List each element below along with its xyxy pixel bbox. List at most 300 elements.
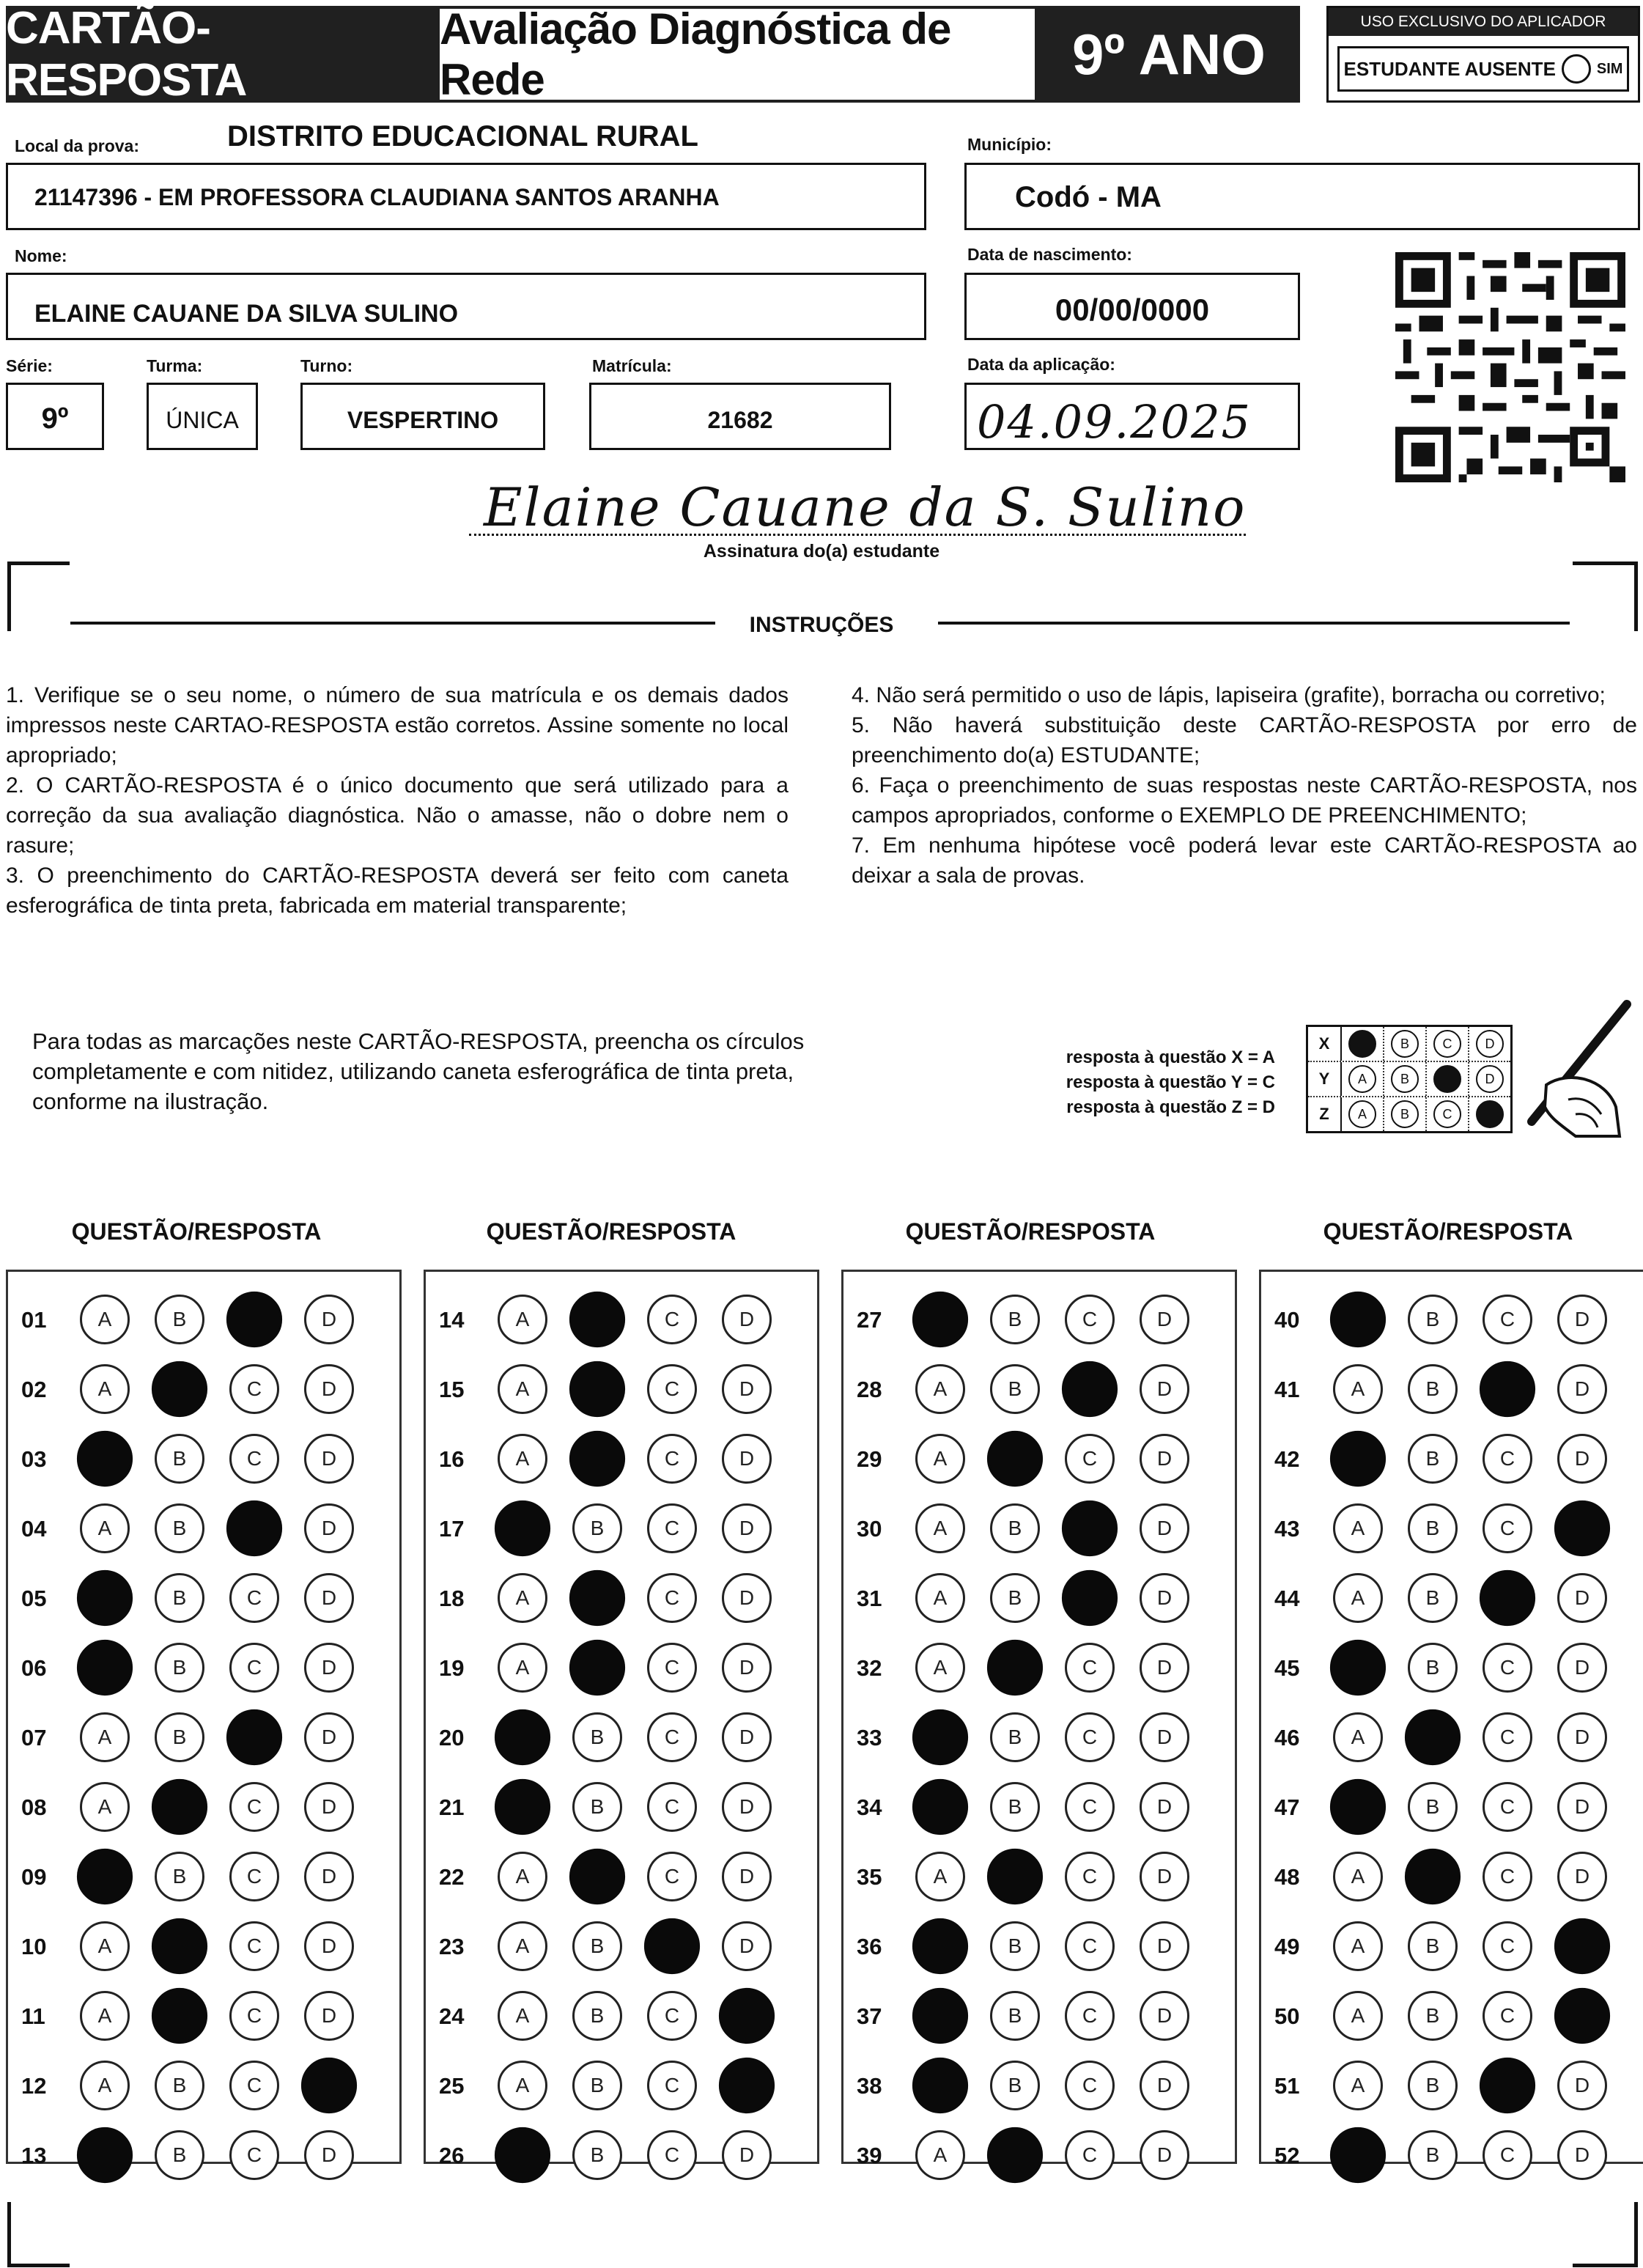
- question-number: 36: [857, 1933, 882, 1959]
- answer-bubble-d[interactable]: D: [1140, 1295, 1189, 1344]
- answer-bubble-b-filled[interactable]: [152, 1361, 207, 1417]
- answer-bubble-a-filled[interactable]: [77, 1570, 133, 1626]
- answer-bubble-d[interactable]: D: [722, 1295, 772, 1344]
- example-bubble: C: [1433, 1030, 1461, 1058]
- answer-bubble-a-filled[interactable]: [1330, 1292, 1386, 1347]
- answer-bubble-c[interactable]: C: [1483, 1643, 1532, 1693]
- answer-bubble-b[interactable]: B: [155, 1434, 204, 1484]
- answer-bubble-a[interactable]: A: [915, 2130, 965, 2180]
- answer-row: [8, 1564, 399, 1633]
- answer-bubble-d[interactable]: D: [1140, 1921, 1189, 1971]
- serie-label: Série:: [6, 356, 53, 375]
- answer-bubble-a-filled[interactable]: [77, 1431, 133, 1487]
- answer-bubble-d-filled[interactable]: [1554, 1988, 1610, 2044]
- example-cell: [1427, 1027, 1469, 1061]
- answer-bubble-c-filled[interactable]: [1062, 1501, 1118, 1556]
- answer-bubble-c[interactable]: C: [1065, 1434, 1115, 1484]
- answer-bubble-b[interactable]: B: [990, 1991, 1040, 2041]
- example-bubble: A: [1348, 1065, 1376, 1093]
- answer-bubble-d[interactable]: D: [1557, 1573, 1607, 1623]
- answer-bubble-d[interactable]: D: [1140, 1712, 1189, 1762]
- local-label: Local da prova:: [15, 136, 139, 155]
- answer-bubble-b[interactable]: B: [1408, 2130, 1458, 2180]
- answer-bubble-b[interactable]: B: [1408, 1295, 1458, 1344]
- answer-bubble-a[interactable]: A: [1333, 1712, 1383, 1762]
- answer-bubble-b[interactable]: B: [572, 1921, 622, 1971]
- answer-row: [426, 1842, 817, 1912]
- answer-bubble-b[interactable]: B: [990, 1573, 1040, 1623]
- answer-bubble-c[interactable]: C: [647, 2061, 697, 2110]
- question-number: 11: [21, 2003, 45, 2029]
- turma-label: Turma:: [147, 356, 203, 375]
- answer-bubble-b-filled[interactable]: [569, 1361, 625, 1417]
- answer-bubble-c[interactable]: C: [229, 1434, 279, 1484]
- answer-bubble-a[interactable]: A: [915, 1503, 965, 1553]
- answer-bubble-b[interactable]: B: [155, 1503, 204, 1553]
- answer-bubble-d[interactable]: D: [722, 1434, 772, 1484]
- answer-row: [426, 1564, 817, 1633]
- answer-bubble-d[interactable]: D: [1140, 1991, 1189, 2041]
- answer-bubble-b[interactable]: B: [572, 1782, 622, 1832]
- answer-bubble-a[interactable]: A: [80, 2061, 130, 2110]
- answer-bubble-a-filled[interactable]: [77, 2127, 133, 2183]
- answer-bubble-c[interactable]: C: [229, 1921, 279, 1971]
- example-question-key: Y: [1308, 1062, 1342, 1096]
- answer-bubble-a[interactable]: A: [1333, 1921, 1383, 1971]
- answer-bubble-c[interactable]: C: [647, 1434, 697, 1484]
- answer-bubble-c[interactable]: C: [229, 1573, 279, 1623]
- answer-bubble-a[interactable]: A: [80, 1712, 130, 1762]
- question-number: 16: [439, 1446, 465, 1472]
- serie-box: [6, 383, 104, 450]
- answer-bubble-d[interactable]: D: [1140, 1852, 1189, 1901]
- answer-bubble-b[interactable]: B: [1408, 1921, 1458, 1971]
- answer-bubble-d[interactable]: D: [1557, 1782, 1607, 1832]
- absent-student-label: ESTUDANTE AUSENTE: [1343, 57, 1556, 80]
- answer-row: [843, 1564, 1235, 1633]
- answer-bubble-b[interactable]: B: [155, 2130, 204, 2180]
- question-number: 18: [439, 1585, 465, 1611]
- student-signature: Elaine Cauane da S. Sulino: [484, 476, 1247, 538]
- answer-bubble-c[interactable]: C: [647, 1991, 697, 2041]
- local-district: DISTRITO EDUCACIONAL RURAL: [227, 120, 698, 152]
- answer-bubble-b[interactable]: B: [990, 2061, 1040, 2110]
- example-cell: [1427, 1062, 1469, 1096]
- answer-bubble-a-filled[interactable]: [77, 1849, 133, 1904]
- answer-bubble-b[interactable]: B: [990, 1364, 1040, 1414]
- answer-bubble-a-filled[interactable]: [912, 1988, 968, 2044]
- answer-bubble-c[interactable]: C: [229, 2061, 279, 2110]
- answer-bubble-a[interactable]: A: [1333, 1573, 1383, 1623]
- answer-bubble-d[interactable]: D: [1140, 1782, 1189, 1832]
- answer-bubble-d[interactable]: D: [722, 1573, 772, 1623]
- answer-bubble-d[interactable]: D: [304, 1782, 354, 1832]
- aplicacao-label: Data da aplicação:: [967, 355, 1115, 374]
- answer-bubble-a-filled[interactable]: [912, 1709, 968, 1765]
- answer-bubble-b[interactable]: B: [990, 1921, 1040, 1971]
- answer-bubble-b-filled[interactable]: [152, 1918, 207, 1974]
- answer-bubble-d[interactable]: D: [1557, 1712, 1607, 1762]
- answer-bubble-c[interactable]: C: [1483, 1712, 1532, 1762]
- answer-bubble-b[interactable]: B: [1408, 1991, 1458, 2041]
- frame-corner-bottom-right: [1573, 2202, 1638, 2267]
- question-number: 22: [439, 1863, 465, 1890]
- answer-row: [843, 1842, 1235, 1912]
- answer-bubble-c-filled[interactable]: [226, 1709, 282, 1765]
- answer-bubble-c-filled[interactable]: [1480, 1570, 1535, 1626]
- answer-bubble-d[interactable]: D: [1140, 1573, 1189, 1623]
- answer-row: [1261, 1633, 1643, 1703]
- answer-row: [426, 1703, 817, 1772]
- answer-bubble-d[interactable]: D: [722, 1921, 772, 1971]
- answer-bubble-d[interactable]: D: [722, 1782, 772, 1832]
- answer-bubble-c-filled[interactable]: [226, 1501, 282, 1556]
- question-number: 42: [1274, 1446, 1300, 1472]
- answer-bubble-b[interactable]: B: [155, 1643, 204, 1693]
- answer-bubble-b[interactable]: B: [572, 1991, 622, 2041]
- answer-bubble-d-filled[interactable]: [719, 1988, 775, 2044]
- answer-bubble-a[interactable]: A: [498, 1921, 547, 1971]
- question-number: 41: [1274, 1376, 1300, 1402]
- example-question-key: X: [1308, 1027, 1342, 1061]
- answer-bubble-b[interactable]: B: [572, 1503, 622, 1553]
- answer-bubble-d[interactable]: D: [722, 1643, 772, 1693]
- answer-bubble-a-filled[interactable]: [912, 1918, 968, 1974]
- answer-bubble-b-filled[interactable]: [569, 1849, 625, 1904]
- answer-bubble-c[interactable]: C: [229, 1643, 279, 1693]
- question-number: 05: [21, 1585, 47, 1611]
- answer-bubble-a[interactable]: A: [1333, 1364, 1383, 1414]
- answer-bubble-c[interactable]: C: [1065, 1712, 1115, 1762]
- answer-bubble-a[interactable]: A: [498, 1991, 547, 2041]
- answer-bubble-b[interactable]: B: [155, 1852, 204, 1901]
- answer-bubble-c[interactable]: C: [647, 1643, 697, 1693]
- answer-bubble-b-filled[interactable]: [987, 2127, 1043, 2183]
- answer-bubble-a[interactable]: A: [915, 1573, 965, 1623]
- answer-bubble-c[interactable]: C: [1065, 1643, 1115, 1693]
- answer-bubble-c[interactable]: C: [647, 1295, 697, 1344]
- answer-bubble-d[interactable]: D: [1140, 1643, 1189, 1693]
- example-cell: [1342, 1027, 1384, 1061]
- answer-row: [426, 2121, 817, 2190]
- answer-bubble-b[interactable]: B: [1408, 1503, 1458, 1553]
- question-number: 40: [1274, 1306, 1300, 1333]
- answer-bubble-d[interactable]: D: [722, 1364, 772, 1414]
- answer-bubble-c-filled[interactable]: [1062, 1570, 1118, 1626]
- answer-row: [1261, 1564, 1643, 1633]
- answer-bubble-d[interactable]: D: [304, 2130, 354, 2180]
- example-cell: [1384, 1027, 1427, 1061]
- answer-bubble-d-filled[interactable]: [719, 2058, 775, 2113]
- answer-row: [8, 1703, 399, 1772]
- answer-bubble-c[interactable]: C: [229, 1991, 279, 2041]
- answer-bubble-a[interactable]: A: [80, 1782, 130, 1832]
- answer-bubble-b-filled[interactable]: [987, 1849, 1043, 1904]
- answer-bubble-a[interactable]: A: [498, 1852, 547, 1901]
- answer-row: [843, 1285, 1235, 1355]
- answer-bubble-a-filled[interactable]: [495, 1501, 550, 1556]
- answer-bubble-a[interactable]: A: [498, 1295, 547, 1344]
- answer-bubble-c[interactable]: C: [1483, 2130, 1532, 2180]
- answer-bubble-b[interactable]: B: [155, 1712, 204, 1762]
- answer-bubble-a[interactable]: A: [80, 1921, 130, 1971]
- answer-bubble-a[interactable]: A: [498, 1643, 547, 1693]
- answer-bubble-b[interactable]: B: [1408, 1643, 1458, 1693]
- instruction-6: 6. Faça o preenchimento de suas respostas neste CARTÃO-RESPOSTA, nos campos apropriados, conforme o EXEMPLO DE PREENCHIMENTO;: [852, 773, 1637, 828]
- answer-row: [426, 1912, 817, 1981]
- answer-bubble-d[interactable]: D: [722, 1852, 772, 1901]
- question-number: 06: [21, 1654, 47, 1681]
- answer-bubble-c-filled[interactable]: [1480, 2058, 1535, 2113]
- instructions-right-column: [852, 680, 1637, 891]
- question-number: 44: [1274, 1585, 1300, 1611]
- answer-bubble-d[interactable]: D: [304, 1991, 354, 2041]
- answer-bubble-d[interactable]: D: [304, 1852, 354, 1901]
- answer-bubble-b-filled[interactable]: [1405, 1849, 1461, 1904]
- answer-bubble-d[interactable]: D: [1557, 1434, 1607, 1484]
- answer-bubble-c-filled[interactable]: [226, 1292, 282, 1347]
- question-number: 04: [21, 1515, 47, 1542]
- answer-bubble-a-filled[interactable]: [912, 1779, 968, 1835]
- answer-bubble-d-filled[interactable]: [301, 2058, 357, 2113]
- answers-title-1: QUESTÃO/RESPOSTA: [71, 1218, 322, 1245]
- answer-bubble-a-filled[interactable]: [495, 1709, 550, 1765]
- answer-bubble-c[interactable]: C: [1065, 1295, 1115, 1344]
- answer-bubble-a-filled[interactable]: [77, 1640, 133, 1696]
- answer-bubble-b-filled[interactable]: [152, 1988, 207, 2044]
- answer-bubble-a[interactable]: A: [498, 2061, 547, 2110]
- local-box: [6, 163, 926, 230]
- answer-bubble-b[interactable]: B: [1408, 1782, 1458, 1832]
- answer-bubble-a-filled[interactable]: [495, 2127, 550, 2183]
- matricula-box: [589, 383, 891, 450]
- answer-bubble-b[interactable]: B: [155, 1573, 204, 1623]
- answer-bubble-b-filled[interactable]: [1405, 1709, 1461, 1765]
- answer-bubble-d[interactable]: D: [1557, 2061, 1607, 2110]
- answer-bubble-d[interactable]: D: [1140, 2130, 1189, 2180]
- answer-bubble-a[interactable]: A: [498, 1573, 547, 1623]
- example-bubble: D: [1476, 1065, 1504, 1093]
- question-number: 07: [21, 1724, 47, 1750]
- answer-bubble-c[interactable]: C: [229, 2130, 279, 2180]
- answer-bubble-a[interactable]: A: [1333, 1503, 1383, 1553]
- answer-bubble-d[interactable]: D: [1557, 2130, 1607, 2180]
- turno-label: Turno:: [300, 356, 353, 375]
- answer-bubble-c[interactable]: C: [647, 2130, 697, 2180]
- answer-bubble-a-filled[interactable]: [912, 1292, 968, 1347]
- answer-bubble-d[interactable]: D: [1557, 1295, 1607, 1344]
- answer-bubble-c-filled[interactable]: [1062, 1361, 1118, 1417]
- answer-bubble-b[interactable]: B: [1408, 1434, 1458, 1484]
- question-number: 19: [439, 1654, 465, 1681]
- answer-bubble-c[interactable]: C: [1483, 1782, 1532, 1832]
- answer-bubble-b-filled[interactable]: [569, 1431, 625, 1487]
- answer-bubble-b[interactable]: B: [1408, 2061, 1458, 2110]
- answer-bubble-d[interactable]: D: [1557, 1852, 1607, 1901]
- question-number: 37: [857, 2003, 882, 2029]
- answer-bubble-b[interactable]: B: [990, 1712, 1040, 1762]
- answer-bubble-d[interactable]: D: [1557, 1364, 1607, 1414]
- answer-bubble-c-filled[interactable]: [1480, 1361, 1535, 1417]
- answer-bubble-c[interactable]: C: [647, 1852, 697, 1901]
- answer-bubble-d[interactable]: D: [1140, 2061, 1189, 2110]
- answer-bubble-c[interactable]: C: [647, 1573, 697, 1623]
- answer-bubble-a-filled[interactable]: [1330, 1779, 1386, 1835]
- answer-bubble-b-filled[interactable]: [569, 1292, 625, 1347]
- answer-bubble-d[interactable]: D: [1140, 1503, 1189, 1553]
- answer-row: [426, 1494, 817, 1564]
- absent-bubble[interactable]: [1562, 54, 1591, 84]
- answer-bubble-d-filled[interactable]: [1554, 1501, 1610, 1556]
- question-number: 52: [1274, 2142, 1300, 2168]
- turno-box: [300, 383, 545, 450]
- answer-bubble-b-filled[interactable]: [987, 1431, 1043, 1487]
- answer-bubble-a-filled[interactable]: [1330, 2127, 1386, 2183]
- answer-bubble-d[interactable]: D: [304, 1503, 354, 1553]
- question-number: 26: [439, 2142, 465, 2168]
- answer-bubble-a-filled[interactable]: [1330, 1640, 1386, 1696]
- answer-bubble-a-filled[interactable]: [495, 1779, 550, 1835]
- answer-bubble-c[interactable]: C: [1483, 1852, 1532, 1901]
- answer-bubble-c[interactable]: C: [1483, 1295, 1532, 1344]
- answer-bubble-b[interactable]: B: [572, 1712, 622, 1762]
- answer-bubble-d[interactable]: D: [1557, 1643, 1607, 1693]
- answer-bubble-b-filled[interactable]: [569, 1640, 625, 1696]
- answer-bubble-d[interactable]: D: [722, 1503, 772, 1553]
- answer-bubble-d[interactable]: D: [722, 2130, 772, 2180]
- answer-bubble-b[interactable]: B: [572, 2061, 622, 2110]
- answer-bubble-d[interactable]: D: [304, 1295, 354, 1344]
- answer-bubble-b-filled[interactable]: [569, 1570, 625, 1626]
- answer-bubble-a[interactable]: A: [80, 1295, 130, 1344]
- answer-bubble-c[interactable]: C: [1065, 1782, 1115, 1832]
- applicator-box-title: USO EXCLUSIVO DO APLICADOR: [1329, 8, 1638, 36]
- answer-bubble-c[interactable]: C: [1065, 1921, 1115, 1971]
- answer-column-3: [841, 1270, 1237, 2168]
- answer-bubble-c[interactable]: C: [1065, 1852, 1115, 1901]
- local-value: 21147396 - EM PROFESSORA CLAUDIANA SANTOS ARANHA: [34, 184, 720, 210]
- answer-bubble-d[interactable]: D: [304, 1573, 354, 1623]
- question-number: 46: [1274, 1724, 1300, 1750]
- answer-bubble-d[interactable]: D: [304, 1364, 354, 1414]
- answer-bubble-b[interactable]: B: [155, 2061, 204, 2110]
- answer-bubble-d[interactable]: D: [304, 1921, 354, 1971]
- answer-bubble-a[interactable]: A: [915, 1852, 965, 1901]
- question-number: 27: [857, 1306, 882, 1333]
- answer-bubble-c[interactable]: C: [1483, 1991, 1532, 2041]
- answer-bubble-a[interactable]: A: [80, 1503, 130, 1553]
- answer-row: [426, 2051, 817, 2121]
- question-number: 09: [21, 1863, 47, 1890]
- example-label-x: resposta à questão X = A: [1066, 1048, 1275, 1067]
- answer-bubble-b[interactable]: B: [155, 1295, 204, 1344]
- question-number: 10: [21, 1933, 47, 1959]
- question-number: 45: [1274, 1654, 1300, 1681]
- answer-bubble-b-filled[interactable]: [152, 1779, 207, 1835]
- answer-bubble-a[interactable]: A: [498, 1364, 547, 1414]
- answer-bubble-a[interactable]: A: [1333, 1991, 1383, 2041]
- answer-row: [1261, 1772, 1643, 1842]
- answer-bubble-c[interactable]: C: [1065, 2130, 1115, 2180]
- answer-bubble-a[interactable]: A: [80, 1991, 130, 2041]
- answer-bubble-c[interactable]: C: [647, 1712, 697, 1762]
- answer-row: [8, 1772, 399, 1842]
- question-number: 03: [21, 1446, 47, 1472]
- example-bubble: B: [1391, 1030, 1419, 1058]
- example-bubble-filled: [1433, 1065, 1461, 1093]
- answer-bubble-c[interactable]: C: [229, 1852, 279, 1901]
- nascimento-value: 00/00/0000: [1055, 292, 1210, 327]
- answer-bubble-c[interactable]: C: [647, 1782, 697, 1832]
- answer-row: [1261, 1424, 1643, 1494]
- answer-bubble-a[interactable]: A: [915, 1434, 965, 1484]
- question-number: 31: [857, 1585, 882, 1611]
- answer-bubble-c[interactable]: C: [1065, 1991, 1115, 2041]
- nascimento-label: Data de nascimento:: [967, 245, 1132, 264]
- answer-bubble-d[interactable]: D: [1140, 1434, 1189, 1484]
- answer-bubble-c[interactable]: C: [229, 1364, 279, 1414]
- question-number: 33: [857, 1724, 882, 1750]
- answer-bubble-b-filled[interactable]: [987, 1640, 1043, 1696]
- nome-label: Nome:: [15, 246, 67, 265]
- answer-bubble-d[interactable]: D: [304, 1712, 354, 1762]
- pen-hand-icon: [1466, 997, 1636, 1144]
- absent-student-option: [1337, 46, 1629, 92]
- question-number: 17: [439, 1515, 465, 1542]
- answer-bubble-a[interactable]: A: [915, 1364, 965, 1414]
- answer-bubble-d[interactable]: D: [304, 1434, 354, 1484]
- answer-bubble-b[interactable]: B: [1408, 1364, 1458, 1414]
- answer-bubble-b[interactable]: B: [990, 1782, 1040, 1832]
- answer-bubble-a[interactable]: A: [1333, 1852, 1383, 1901]
- answer-bubble-c[interactable]: C: [647, 1364, 697, 1414]
- answer-bubble-c[interactable]: C: [1483, 1921, 1532, 1971]
- answer-bubble-b[interactable]: B: [572, 2130, 622, 2180]
- answer-bubble-b[interactable]: B: [990, 1503, 1040, 1553]
- answer-bubble-c[interactable]: C: [1483, 1434, 1532, 1484]
- question-number: 02: [21, 1376, 47, 1402]
- answer-bubble-a[interactable]: A: [80, 1364, 130, 1414]
- answer-row: [843, 2051, 1235, 2121]
- answer-bubble-c[interactable]: C: [647, 1503, 697, 1553]
- answer-bubble-a[interactable]: A: [915, 1643, 965, 1693]
- question-number: 12: [21, 2072, 47, 2099]
- answer-bubble-c[interactable]: C: [229, 1782, 279, 1832]
- answer-column-2: [424, 1270, 819, 2168]
- answer-column-4: [1259, 1270, 1643, 2168]
- instruction-2: 2. O CARTÃO-RESPOSTA é o único documento que será utilizado para a correção da sua avaliação diagnóstica. Não o amasse, não o dobre nem o rasure;: [6, 773, 789, 858]
- answer-bubble-a[interactable]: A: [498, 1434, 547, 1484]
- answer-bubble-d[interactable]: D: [304, 1643, 354, 1693]
- question-number: 38: [857, 2072, 882, 2099]
- answer-row: [426, 1772, 817, 1842]
- answer-bubble-a-filled[interactable]: [912, 2058, 968, 2113]
- answer-bubble-d[interactable]: D: [1140, 1364, 1189, 1414]
- answer-bubble-c[interactable]: C: [1065, 2061, 1115, 2110]
- answer-bubble-c[interactable]: C: [1483, 1503, 1532, 1553]
- answer-row: [843, 1355, 1235, 1424]
- answer-bubble-c-filled[interactable]: [644, 1918, 700, 1974]
- answer-bubble-a-filled[interactable]: [1330, 1431, 1386, 1487]
- answer-bubble-d-filled[interactable]: [1554, 1918, 1610, 1974]
- answer-bubble-d[interactable]: D: [722, 1712, 772, 1762]
- answer-bubble-b[interactable]: B: [990, 1295, 1040, 1344]
- example-label-z: resposta à questão Z = D: [1066, 1097, 1275, 1117]
- question-number: 01: [21, 1306, 47, 1333]
- answer-row: [1261, 1912, 1643, 1981]
- answer-bubble-b[interactable]: B: [1408, 1573, 1458, 1623]
- answer-bubble-a[interactable]: A: [1333, 2061, 1383, 2110]
